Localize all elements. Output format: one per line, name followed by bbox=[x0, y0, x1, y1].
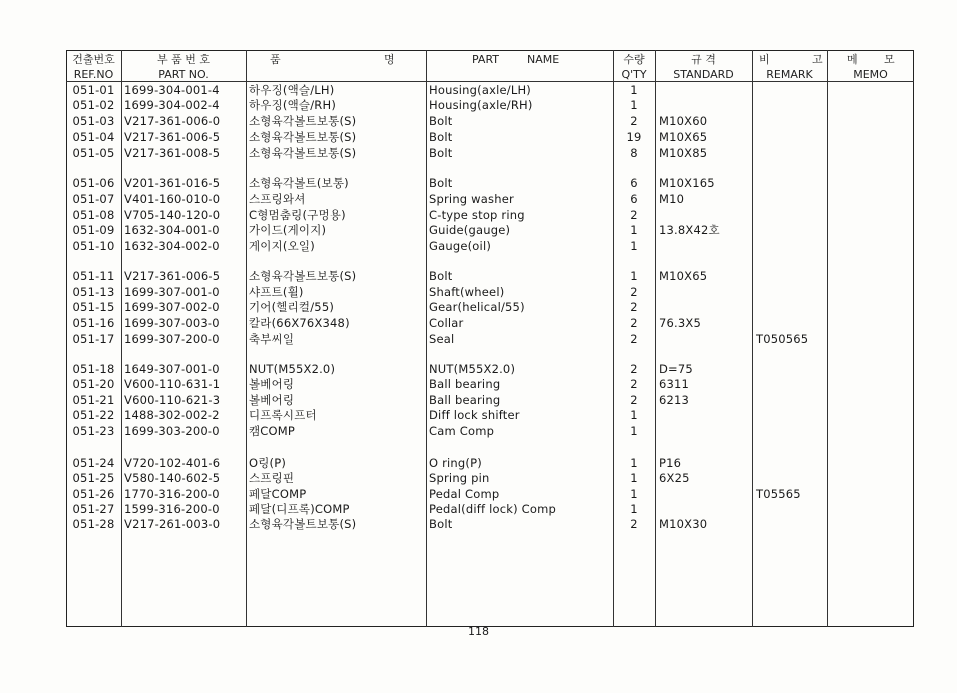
part-name-cell: Gauge(oil) bbox=[429, 239, 492, 253]
part-name-cell: Housing(axle/LH) bbox=[429, 83, 531, 97]
standard-cell: M10X165 bbox=[659, 176, 715, 190]
standard-cell: M10 bbox=[659, 192, 685, 206]
part-no-cell: V600-110-631-1 bbox=[124, 377, 221, 391]
column-divider bbox=[655, 50, 656, 627]
korean-name-cell: 소형육각볼트보통(S) bbox=[249, 269, 357, 283]
qty-cell: 1 bbox=[630, 471, 638, 485]
part-no-cell: 1699-304-001-4 bbox=[124, 83, 220, 97]
part-name-cell: Spring pin bbox=[429, 471, 490, 485]
standard-cell: M10X85 bbox=[659, 146, 708, 160]
part-name-cell: Spring washer bbox=[429, 192, 514, 206]
korean-name-cell: C형멈춤링(구멍용) bbox=[249, 208, 346, 222]
header-remark-ko-b: 고 bbox=[812, 53, 823, 66]
header-qty-ko: 수량 bbox=[623, 53, 645, 66]
part-no-cell: 1699-307-001-0 bbox=[124, 285, 220, 299]
qty-cell: 1 bbox=[630, 269, 638, 283]
ref-no-cell: 051-26 bbox=[72, 487, 115, 501]
ref-no-cell: 051-25 bbox=[72, 471, 115, 485]
qty-cell: 2 bbox=[630, 517, 638, 531]
header-qty-en: Q'TY bbox=[621, 68, 647, 81]
header-ref-en: REF.NO bbox=[73, 68, 114, 81]
korean-name-cell: 볼베어링 bbox=[249, 377, 295, 391]
column-divider bbox=[426, 50, 427, 627]
ref-no-cell: 051-11 bbox=[72, 269, 115, 283]
part-no-cell: V201-361-016-5 bbox=[124, 176, 221, 190]
qty-cell: 1 bbox=[630, 239, 638, 253]
korean-name-cell: 페달COMP bbox=[249, 487, 307, 501]
part-no-cell: V217-261-003-0 bbox=[124, 517, 221, 531]
ref-no-cell: 051-24 bbox=[72, 456, 115, 470]
korean-name-cell: 가이드(게이지) bbox=[249, 223, 327, 237]
header-part-no-ko: 부 품 번 호 bbox=[157, 53, 210, 66]
standard-cell: 6X25 bbox=[659, 471, 690, 485]
korean-name-cell: 볼베어링 bbox=[249, 393, 295, 407]
part-no-cell: V705-140-120-0 bbox=[124, 208, 221, 222]
part-no-cell: 1632-304-001-0 bbox=[124, 223, 220, 237]
korean-name-cell: 샤프트(휠) bbox=[249, 285, 304, 299]
korean-name-cell: 소형육각볼트보통(S) bbox=[249, 146, 357, 160]
header-name-ko-b: 명 bbox=[384, 53, 395, 66]
korean-name-cell: 스프링와셔 bbox=[249, 192, 306, 206]
ref-no-cell: 051-23 bbox=[72, 424, 115, 438]
header-memo-ko-b: 모 bbox=[884, 53, 895, 66]
qty-cell: 2 bbox=[630, 208, 638, 222]
part-no-cell: 1699-307-002-0 bbox=[124, 300, 220, 314]
qty-cell: 2 bbox=[630, 285, 638, 299]
korean-name-cell: 소형육각볼트보통(S) bbox=[249, 114, 357, 128]
qty-cell: 1 bbox=[630, 487, 638, 501]
part-no-cell: 1699-307-200-0 bbox=[124, 332, 220, 346]
part-name-cell: Ball bearing bbox=[429, 377, 501, 391]
part-name-cell: Bolt bbox=[429, 176, 453, 190]
part-name-cell: NUT(M55X2.0) bbox=[429, 362, 516, 376]
ref-no-cell: 051-05 bbox=[72, 146, 115, 160]
column-divider bbox=[613, 50, 614, 627]
standard-cell: 6311 bbox=[659, 377, 690, 391]
ref-no-cell: 051-27 bbox=[72, 502, 115, 516]
qty-cell: 1 bbox=[630, 83, 638, 97]
part-no-cell: V580-140-602-5 bbox=[124, 471, 221, 485]
qty-cell: 1 bbox=[630, 502, 638, 516]
korean-name-cell: 캠COMP bbox=[249, 424, 296, 438]
part-no-cell: V217-361-006-5 bbox=[124, 269, 221, 283]
korean-name-cell: 게이지(오일) bbox=[249, 239, 315, 253]
part-name-cell: Bolt bbox=[429, 269, 453, 283]
part-name-cell: Ball bearing bbox=[429, 393, 501, 407]
part-no-cell: 1488-302-002-2 bbox=[124, 408, 220, 422]
header-standard-en: STANDARD bbox=[673, 68, 734, 81]
qty-cell: 1 bbox=[630, 408, 638, 422]
korean-name-cell: O링(P) bbox=[249, 456, 287, 470]
part-no-cell: 1770-316-200-0 bbox=[124, 487, 220, 501]
ref-no-cell: 051-28 bbox=[72, 517, 115, 531]
part-no-cell: 1699-304-002-4 bbox=[124, 98, 220, 112]
qty-cell: 6 bbox=[630, 192, 638, 206]
korean-name-cell: 기어(헬리컬/55) bbox=[249, 300, 335, 314]
qty-cell: 2 bbox=[630, 377, 638, 391]
part-name-cell: Bolt bbox=[429, 517, 453, 531]
part-name-cell: Bolt bbox=[429, 130, 453, 144]
remark-cell: T050565 bbox=[756, 332, 809, 346]
standard-cell: M10X65 bbox=[659, 130, 708, 144]
part-name-cell: Bolt bbox=[429, 146, 453, 160]
standard-cell: P16 bbox=[659, 456, 682, 470]
ref-no-cell: 051-08 bbox=[72, 208, 115, 222]
qty-cell: 8 bbox=[630, 146, 638, 160]
qty-cell: 1 bbox=[630, 456, 638, 470]
korean-name-cell: 스프링핀 bbox=[249, 471, 295, 485]
remark-cell: T05565 bbox=[756, 487, 801, 501]
part-name-cell: Guide(gauge) bbox=[429, 223, 511, 237]
part-name-cell: Pedal Comp bbox=[429, 487, 500, 501]
part-name-cell: C-type stop ring bbox=[429, 208, 525, 222]
ref-no-cell: 051-10 bbox=[72, 239, 115, 253]
korean-name-cell: 소형육각볼트(보통) bbox=[249, 176, 349, 190]
ref-no-cell: 051-09 bbox=[72, 223, 115, 237]
part-name-cell: Pedal(diff lock) Comp bbox=[429, 502, 556, 516]
ref-no-cell: 051-01 bbox=[72, 83, 115, 97]
part-name-cell: Shaft(wheel) bbox=[429, 285, 505, 299]
part-no-cell: V217-361-006-0 bbox=[124, 114, 221, 128]
column-divider bbox=[752, 50, 753, 627]
part-name-cell: O ring(P) bbox=[429, 456, 482, 470]
qty-cell: 2 bbox=[630, 300, 638, 314]
part-name-cell: Cam Comp bbox=[429, 424, 495, 438]
standard-cell: 76.3X5 bbox=[659, 316, 702, 330]
korean-name-cell: 하우징(액슬/LH) bbox=[249, 83, 335, 97]
page-number: 118 bbox=[468, 625, 489, 638]
korean-name-cell: 축부씨일 bbox=[249, 332, 295, 346]
part-no-cell: V720-102-401-6 bbox=[124, 456, 221, 470]
ref-no-cell: 051-18 bbox=[72, 362, 115, 376]
qty-cell: 2 bbox=[630, 114, 638, 128]
header-part-name-a: PART bbox=[472, 53, 500, 66]
standard-cell: 6213 bbox=[659, 393, 690, 407]
standard-cell: D=75 bbox=[659, 362, 693, 376]
standard-cell: M10X65 bbox=[659, 269, 708, 283]
korean-name-cell: 칼라(66X76X348) bbox=[249, 316, 350, 330]
qty-cell: 2 bbox=[630, 332, 638, 346]
qty-cell: 1 bbox=[630, 424, 638, 438]
ref-no-cell: 051-06 bbox=[72, 176, 115, 190]
ref-no-cell: 051-22 bbox=[72, 408, 115, 422]
ref-no-cell: 051-07 bbox=[72, 192, 115, 206]
qty-cell: 19 bbox=[626, 130, 642, 144]
ref-no-cell: 051-15 bbox=[72, 300, 115, 314]
standard-cell: 13.8X42호 bbox=[659, 223, 720, 237]
part-name-cell: Seal bbox=[429, 332, 455, 346]
qty-cell: 2 bbox=[630, 362, 638, 376]
ref-no-cell: 051-17 bbox=[72, 332, 115, 346]
qty-cell: 1 bbox=[630, 223, 638, 237]
part-no-cell: 1632-304-002-0 bbox=[124, 239, 220, 253]
header-part-no-en: PART NO. bbox=[158, 68, 209, 81]
column-divider bbox=[121, 50, 122, 627]
column-divider bbox=[246, 50, 247, 627]
korean-name-cell: 소형육각볼트보통(S) bbox=[249, 130, 357, 144]
korean-name-cell: 하우징(액슬/RH) bbox=[249, 98, 337, 112]
qty-cell: 1 bbox=[630, 98, 638, 112]
column-divider bbox=[827, 50, 828, 627]
header-memo-ko-a: 메 bbox=[847, 53, 858, 66]
header-ref-ko: 건출번호 bbox=[72, 53, 115, 66]
korean-name-cell: 디프록시프터 bbox=[249, 408, 317, 422]
qty-cell: 2 bbox=[630, 316, 638, 330]
part-no-cell: 1599-316-200-0 bbox=[124, 502, 220, 516]
part-name-cell: Housing(axle/RH) bbox=[429, 98, 533, 112]
standard-cell: M10X60 bbox=[659, 114, 708, 128]
ref-no-cell: 051-21 bbox=[72, 393, 115, 407]
ref-no-cell: 051-13 bbox=[72, 285, 115, 299]
part-no-cell: V217-361-006-5 bbox=[124, 130, 221, 144]
part-no-cell: 1699-307-003-0 bbox=[124, 316, 220, 330]
korean-name-cell: 페달(디프록)COMP bbox=[249, 502, 350, 516]
part-name-cell: Gear(helical/55) bbox=[429, 300, 525, 314]
header-divider bbox=[66, 81, 914, 82]
korean-name-cell: NUT(M55X2.0) bbox=[249, 362, 336, 376]
header-name-ko-a: 품 bbox=[270, 53, 281, 66]
part-no-cell: V600-110-621-3 bbox=[124, 393, 221, 407]
part-no-cell: 1699-303-200-0 bbox=[124, 424, 220, 438]
part-no-cell: 1649-307-001-0 bbox=[124, 362, 220, 376]
ref-no-cell: 051-02 bbox=[72, 98, 115, 112]
ref-no-cell: 051-04 bbox=[72, 130, 115, 144]
part-name-cell: Collar bbox=[429, 316, 464, 330]
header-standard-ko: 규 격 bbox=[691, 53, 716, 66]
part-no-cell: V401-160-010-0 bbox=[124, 192, 221, 206]
header-remark-ko-a: 비 bbox=[759, 53, 770, 66]
part-name-cell: Diff lock shifter bbox=[429, 408, 520, 422]
part-no-cell: V217-361-008-5 bbox=[124, 146, 221, 160]
header-memo-en: MEMO bbox=[853, 68, 888, 81]
ref-no-cell: 051-03 bbox=[72, 114, 115, 128]
part-name-cell: Bolt bbox=[429, 114, 453, 128]
qty-cell: 6 bbox=[630, 176, 638, 190]
qty-cell: 2 bbox=[630, 393, 638, 407]
ref-no-cell: 051-16 bbox=[72, 316, 115, 330]
korean-name-cell: 소형육각볼트보통(S) bbox=[249, 517, 357, 531]
header-part-name-b: NAME bbox=[527, 53, 560, 66]
ref-no-cell: 051-20 bbox=[72, 377, 115, 391]
header-remark-en: REMARK bbox=[766, 68, 813, 81]
standard-cell: M10X30 bbox=[659, 517, 708, 531]
